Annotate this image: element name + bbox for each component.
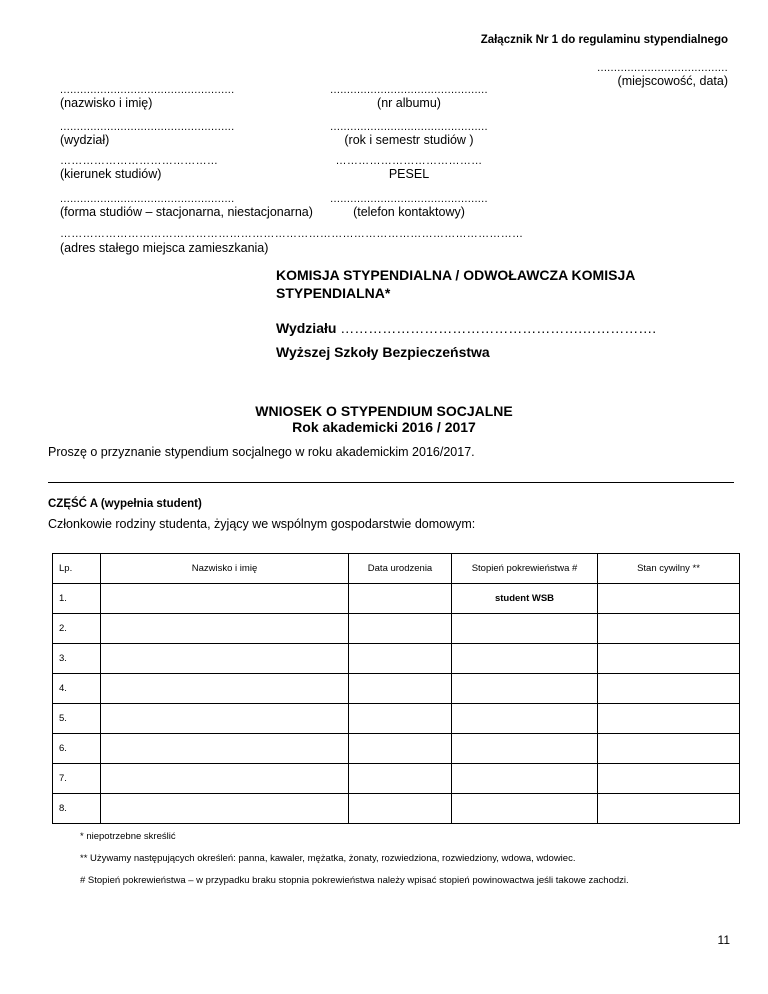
- table-row: [53, 734, 740, 764]
- year-dots: ...............................................: [330, 121, 488, 133]
- faculty-line-label: Wydziału: [276, 320, 337, 336]
- mode-label: (forma studiów – stacjonarna, niestacjonarna): [60, 205, 313, 219]
- marital-status-cell[interactable]: [598, 734, 740, 764]
- album-dots: ...............................................: [330, 84, 488, 96]
- table-row: [53, 614, 740, 644]
- name-cell[interactable]: [101, 584, 349, 614]
- relationship-cell: student WSB: [452, 584, 598, 614]
- footnotes: [80, 826, 629, 892]
- footnote-relationship: # Stopień pokrewieństwa – w przypadku braku stopnia pokrewieństwa należy wpisać stopień powinowactwa jeśli takowe zachodzi.: [80, 875, 629, 886]
- name-cell[interactable]: [101, 704, 349, 734]
- committee-heading: KOMISJA STYPENDIALNA / ODWOŁAWCZA KOMISJA STYPENDIALNA*: [276, 267, 635, 301]
- faculty-line-dots: …………………………………………….…………….: [336, 320, 657, 336]
- relationship-cell[interactable]: [452, 644, 598, 674]
- birthdate-cell[interactable]: [349, 794, 452, 824]
- header-lp: Lp.: [53, 554, 101, 584]
- row-lp: 6.: [53, 734, 101, 764]
- faculty-label: (wydział): [60, 133, 110, 147]
- mode-dots: ....................................................: [60, 193, 235, 205]
- members-intro: Członkowie rodziny studenta, żyjący we wspólnym gospodarstwie domowym:: [48, 517, 476, 531]
- birthdate-cell[interactable]: [349, 614, 452, 644]
- year-label: (rok i semestr studiów ): [344, 133, 474, 147]
- marital-status-cell[interactable]: [598, 704, 740, 734]
- place-date-dots: .......................................: [597, 62, 728, 74]
- relationship-cell[interactable]: [452, 734, 598, 764]
- school-name: Wyższej Szkoły Bezpieczeństwa: [276, 344, 490, 360]
- album-label: (nr albumu): [377, 96, 441, 110]
- table-row: [53, 704, 740, 734]
- table-header-row: [53, 554, 740, 584]
- header-relationship: Stopień pokrewieństwa #: [452, 554, 598, 584]
- request-text: Proszę o przyznanie stypendium socjalnego w roku akademickim 2016/2017.: [48, 445, 475, 459]
- page-number: 11: [717, 933, 730, 947]
- name-label: (nazwisko i imię): [60, 96, 153, 110]
- attachment-header: Załącznik Nr 1 do regulaminu stypendialnego: [480, 34, 728, 46]
- birthdate-cell[interactable]: [349, 584, 452, 614]
- address-label: (adres stałego miejsca zamieszkania): [60, 241, 269, 255]
- section-divider: [48, 482, 734, 483]
- major-label: (kierunek studiów): [60, 167, 162, 181]
- relationship-cell[interactable]: [452, 764, 598, 794]
- row-lp: 7.: [53, 764, 101, 794]
- place-date-label: (miejscowość, data): [617, 74, 728, 88]
- relationship-cell[interactable]: [452, 794, 598, 824]
- table-row: [53, 644, 740, 674]
- address-dots: ……………………………………………………………………………………………………………: [60, 228, 524, 240]
- header-name: Nazwisko i imię: [101, 554, 349, 584]
- phone-dots: ...............................................: [330, 193, 488, 205]
- pesel-dots: …………………………………: [335, 155, 483, 167]
- part-a-heading: CZĘŚĆ A (wypełnia student): [48, 498, 202, 510]
- faculty-line: [276, 320, 656, 336]
- name-cell[interactable]: [101, 764, 349, 794]
- birthdate-cell[interactable]: [349, 674, 452, 704]
- marital-status-cell[interactable]: [598, 644, 740, 674]
- birthdate-cell[interactable]: [349, 734, 452, 764]
- name-cell[interactable]: [101, 794, 349, 824]
- row-lp: 3.: [53, 644, 101, 674]
- phone-label: (telefon kontaktowy): [353, 205, 465, 219]
- header-birthdate: Data urodzenia: [349, 554, 452, 584]
- row-lp: 2.: [53, 614, 101, 644]
- table-row: [53, 794, 740, 824]
- name-cell[interactable]: [101, 674, 349, 704]
- relationship-cell[interactable]: [452, 674, 598, 704]
- header-marital-status: Stan cywilny **: [598, 554, 740, 584]
- marital-status-cell[interactable]: [598, 794, 740, 824]
- family-members-table: [52, 553, 740, 824]
- row-lp: 4.: [53, 674, 101, 704]
- relationship-cell[interactable]: [452, 614, 598, 644]
- marital-status-cell[interactable]: [598, 614, 740, 644]
- document-title-line2: Rok akademicki 2016 / 2017: [292, 419, 476, 435]
- birthdate-cell[interactable]: [349, 764, 452, 794]
- name-cell[interactable]: [101, 614, 349, 644]
- marital-status-cell[interactable]: [598, 674, 740, 704]
- name-cell[interactable]: [101, 644, 349, 674]
- document-title: [0, 403, 768, 435]
- document-title-line1: WNIOSEK O STYPENDIUM SOCJALNE: [255, 403, 513, 419]
- row-lp: 8.: [53, 794, 101, 824]
- table-row: [53, 764, 740, 794]
- row-lp: 1.: [53, 584, 101, 614]
- marital-status-cell[interactable]: [598, 764, 740, 794]
- table-row: [53, 674, 740, 704]
- table-row: [53, 584, 740, 614]
- name-cell[interactable]: [101, 734, 349, 764]
- footnote-strike: * niepotrzebne skreślić: [80, 831, 176, 842]
- marital-status-cell[interactable]: [598, 584, 740, 614]
- footnote-marital-status: ** Używamy następujących określeń: panna, kawaler, mężatka, żonaty, rozwiedziona, rozwiedziony, wdowa, wdowiec.: [80, 853, 576, 864]
- birthdate-cell[interactable]: [349, 644, 452, 674]
- birthdate-cell[interactable]: [349, 704, 452, 734]
- faculty-dots: ....................................................: [60, 121, 235, 133]
- row-lp: 5.: [53, 704, 101, 734]
- relationship-cell[interactable]: [452, 704, 598, 734]
- major-dots: ……………………………………: [60, 155, 219, 167]
- pesel-label: PESEL: [388, 167, 430, 181]
- name-dots: ....................................................: [60, 84, 235, 96]
